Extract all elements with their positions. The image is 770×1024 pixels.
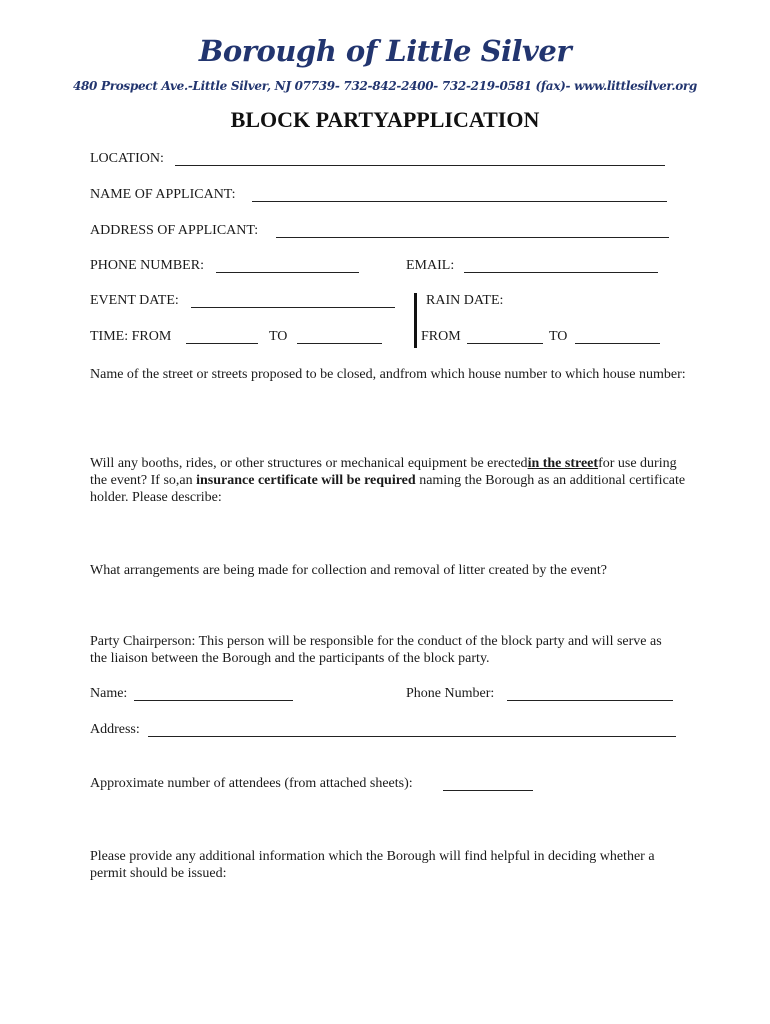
email-label: EMAIL:: [406, 258, 455, 273]
page-title: BLOCK PARTYAPPLICATION: [230, 107, 540, 132]
column-divider: [414, 293, 417, 348]
chair-name-field[interactable]: [134, 700, 293, 701]
time-to-label: TO: [269, 329, 288, 344]
booths-question-emphasis-street: in the street: [527, 456, 599, 471]
booths-question-text-3: naming the Borough as an additional certificate holder. Please describe:: [90, 473, 686, 505]
attendees-field[interactable]: [443, 790, 533, 791]
rain-to-label: TO: [549, 329, 568, 344]
event-date-label: EVENT DATE:: [90, 293, 179, 308]
litter-question: What arrangements are being made for collection and removal of litter created by the event?: [90, 563, 607, 578]
booths-question: [90, 455, 690, 506]
email-field[interactable]: [464, 272, 658, 273]
booths-question-emphasis-insurance: insurance certificate will be required: [196, 473, 416, 488]
chair-address-label: Address:: [90, 722, 140, 737]
rain-from-field[interactable]: [467, 343, 543, 344]
time-from-label: TIME: FROM: [90, 329, 172, 344]
time-to-field[interactable]: [297, 343, 382, 344]
chair-phone-field[interactable]: [507, 700, 673, 701]
booths-question-text: Will any booths, rides, or other structures or mechanical equipment be erected: [90, 456, 528, 471]
attendees-label: Approximate number of attendees (from attached sheets):: [90, 776, 413, 791]
chair-address-field[interactable]: [148, 736, 676, 737]
applicant-address-label: ADDRESS OF APPLICANT:: [90, 223, 259, 238]
streets-question: Name of the street or streets proposed to be closed, andfrom which house number to which house number:: [90, 367, 686, 382]
applicant-name-field[interactable]: [252, 201, 667, 202]
phone-number-field[interactable]: [216, 272, 359, 273]
booths-question-text-2: for use during the event? If so,an: [90, 456, 677, 488]
time-from-field[interactable]: [186, 343, 258, 344]
org-name: Borough of Little Silver: [198, 34, 572, 68]
location-label: LOCATION:: [90, 151, 164, 166]
additional-info-question: Please provide any additional information which the Borough will find helpful in deciding whether a permit should be issued:: [90, 849, 655, 881]
location-field[interactable]: [175, 165, 665, 166]
org-contact-line: 480 Prospect Ave.-Little Silver, NJ 07739- 732-842-2400- 732-219-0581 (fax)- www.littlesilver.org: [72, 79, 698, 93]
chair-phone-label: Phone Number:: [406, 686, 495, 701]
phone-number-label: PHONE NUMBER:: [90, 258, 204, 273]
applicant-name-label: NAME OF APPLICANT:: [90, 187, 236, 202]
chairperson-description: Party Chairperson: This person will be responsible for the conduct of the block party and will serve as the liaison between the Borough and the participants of the block party.: [90, 634, 662, 666]
event-date-field[interactable]: [191, 307, 395, 308]
rain-to-field[interactable]: [575, 343, 660, 344]
additional-info-field[interactable]: [90, 890, 680, 1000]
rain-from-label: FROM: [421, 329, 461, 344]
rain-date-label: RAIN DATE:: [426, 293, 504, 308]
chair-name-label: Name:: [90, 686, 128, 701]
applicant-address-field[interactable]: [276, 237, 669, 238]
